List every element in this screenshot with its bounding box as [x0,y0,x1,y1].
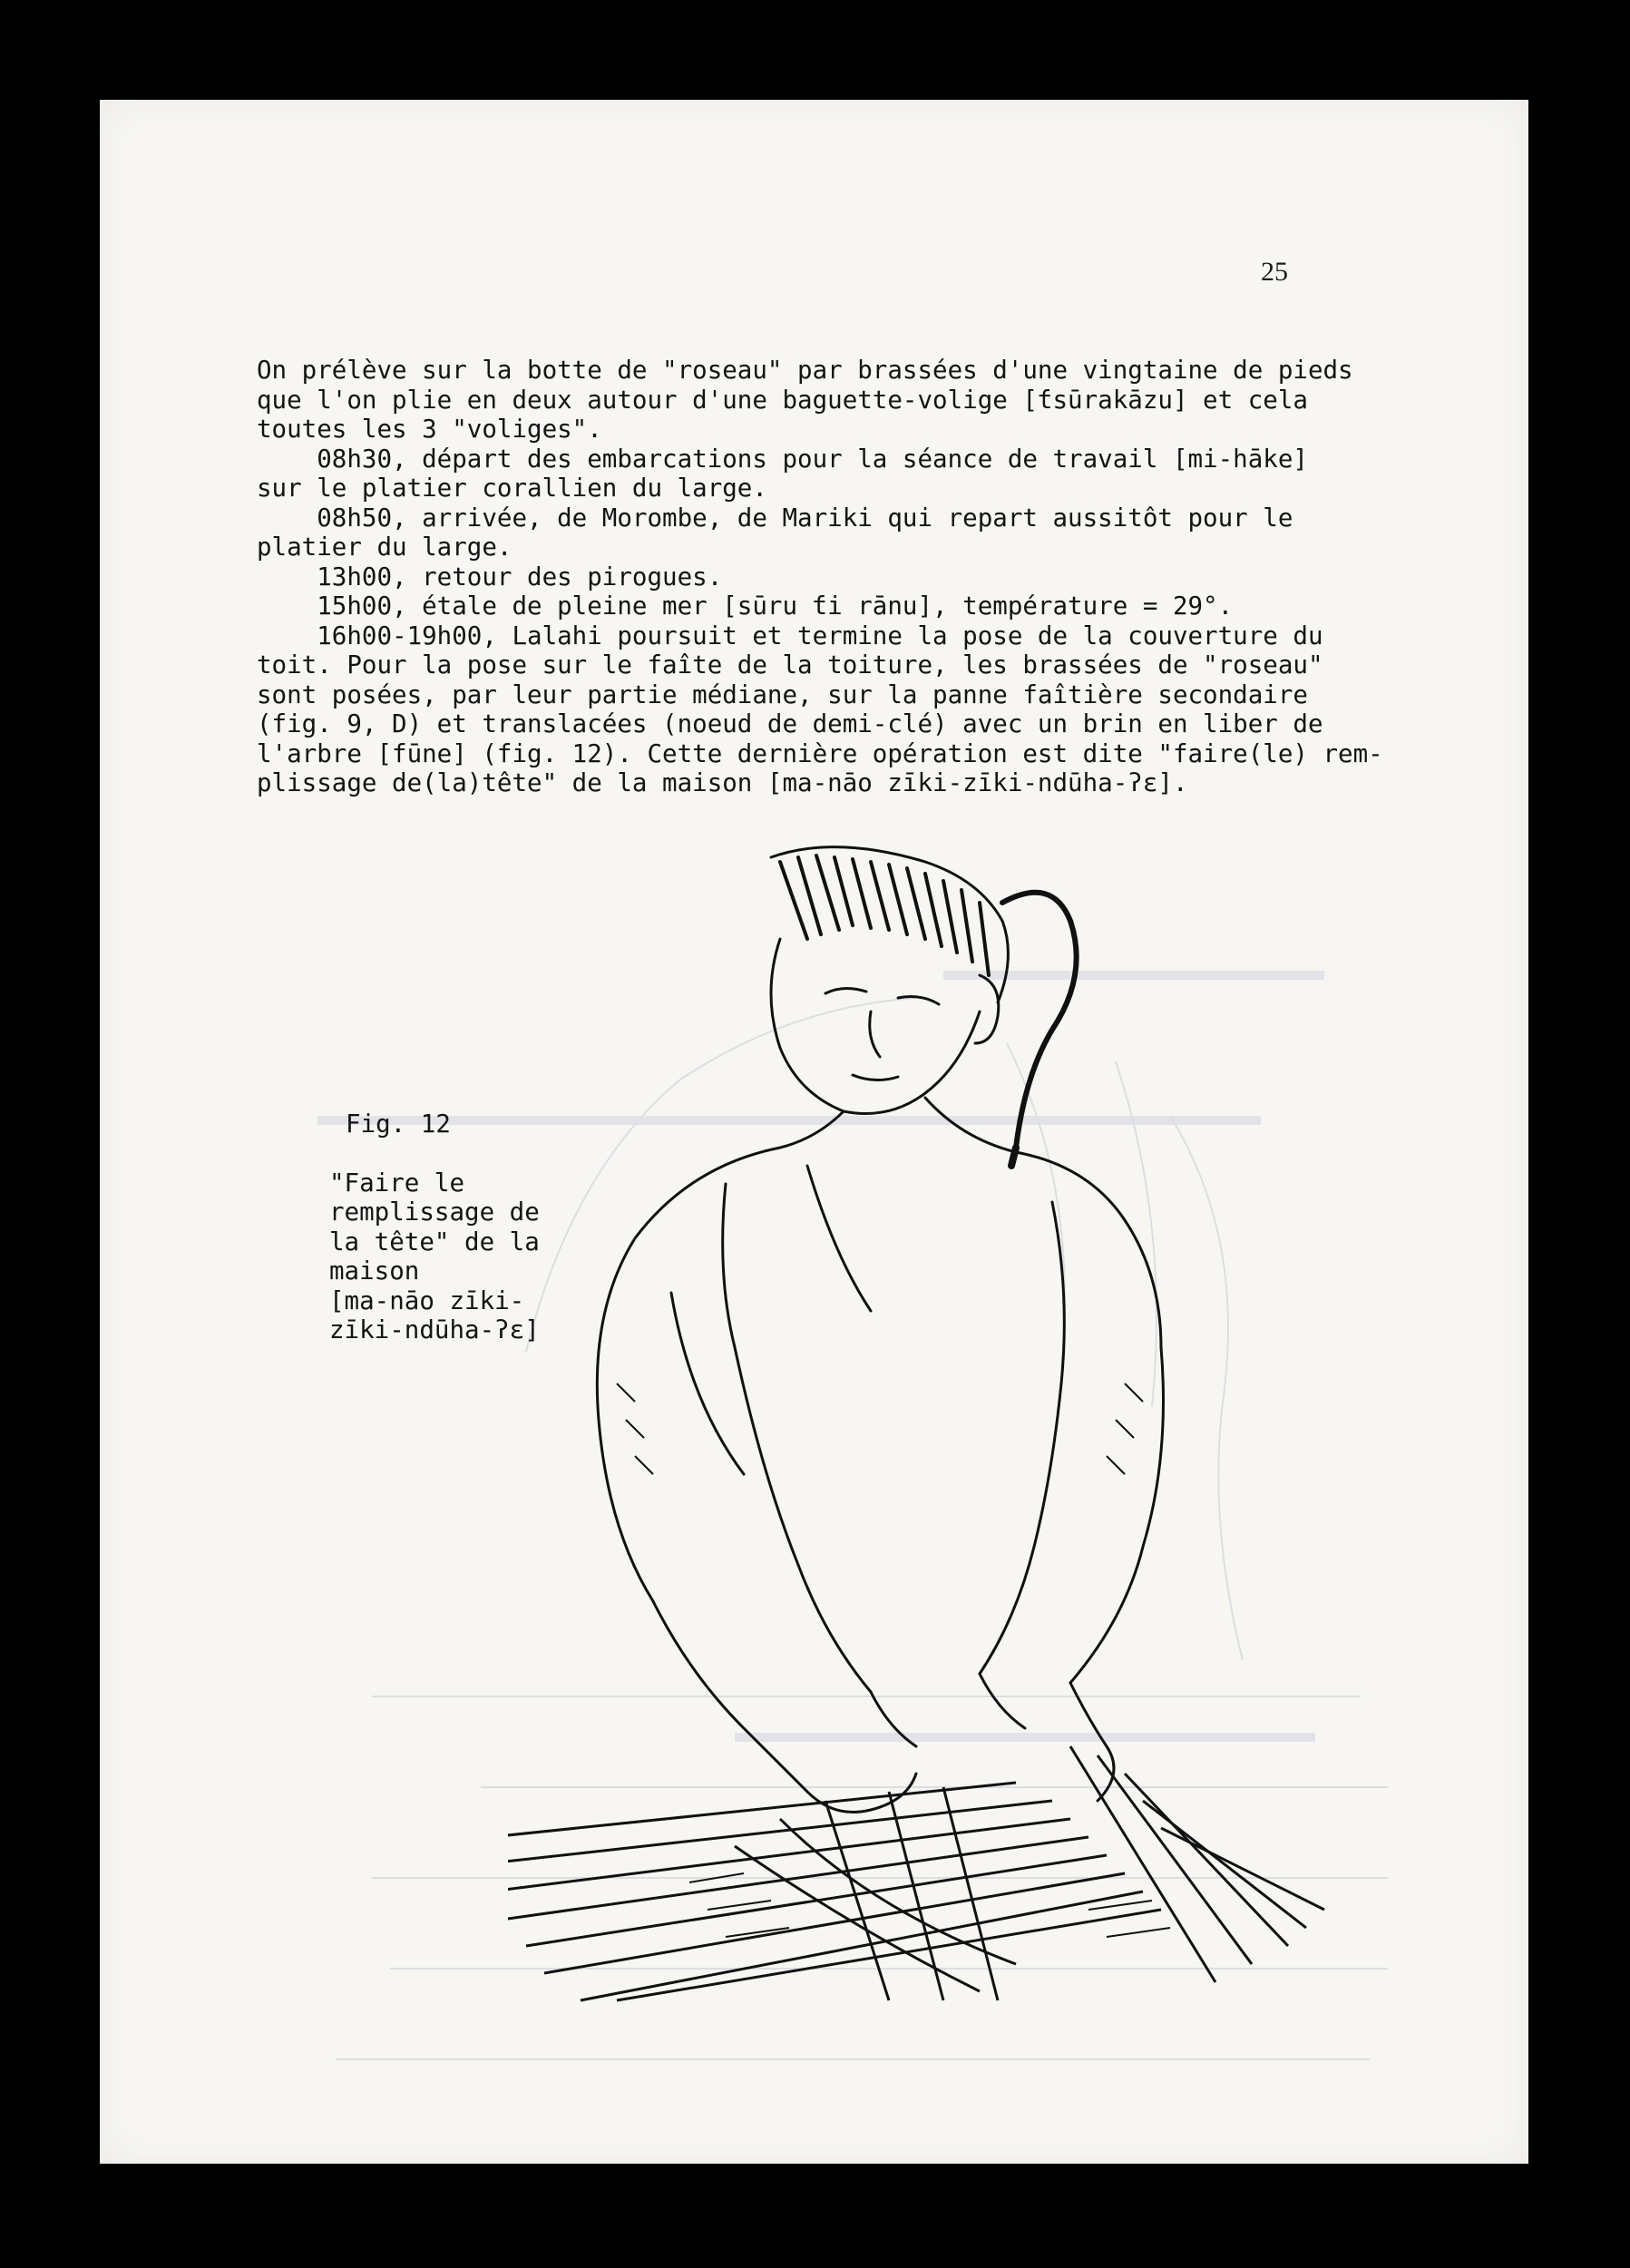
thatch-bundle [508,1746,1324,2000]
caption-line: "Faire le [329,1168,465,1198]
caption-line: maison [329,1256,420,1286]
face-outline [771,939,980,1114]
bent-tool [1002,893,1077,1148]
body-text [257,356,1391,798]
body-line: que l'on plie en deux autour d'une baguette-volige [ƭsūrakāzu] et cela [257,385,1308,415]
caption-line: la tête" de la [329,1227,540,1256]
body-line: sur le platier corallien du large. [257,474,767,503]
body-line: 08h30, départ des embarcations pour la séance de travail [mi-hāke] [257,444,1308,474]
caption-line: [ma-nāo zīki- [329,1286,525,1315]
body-line: 16h00-19h00, Lalahi poursuit et termine la pose de la couverture du [257,621,1323,650]
right-arm [1070,1347,1164,1683]
body-line: platier du large. [257,533,512,562]
body-line: sont posées, par leur partie médiane, sur la panne faîtière secondaire [257,679,1308,709]
left-arm [653,1601,807,1792]
shirt-outline [597,1148,780,1601]
body-line: 13h00, retour des pirogues. [257,562,723,591]
caption-line: remplissage de [329,1198,540,1227]
figure-label: Fig. 12 [346,1110,451,1139]
caption-line: zīki-ndūha-ʔɛ] [329,1315,540,1344]
body-line: On prélève sur la botte de "roseau" par brassées d'une vingtaine de pieds [257,356,1353,385]
figure-12-illustration [508,839,1415,2009]
body-line: 08h50, arrivée, de Morombe, de Mariki qui repart aussitôt pour le [257,503,1293,533]
body-line: toit. Pour la pose sur le faîte de la toiture, les brassées de "roseau" [257,650,1323,679]
page-number: 25 [1261,257,1288,287]
body-line: 15h00, étale de pleine mer [sūru ƭi rānu], température = 29°. [257,591,1234,621]
body-line: plissage de(la)tête" de la maison [ma-nāo zīki-zīki-ndūha-ʔɛ]. [257,768,1188,797]
body-line: (fig. 9, D) et translacées (noeud de demi-clé) avec un brin en liber de [257,709,1323,738]
body-line: toutes les 3 "voliges". [257,415,602,444]
body-line: l'arbre [fūne] (fig. 12). Cette dernière opération est dite "faire(le) rem- [257,738,1383,768]
